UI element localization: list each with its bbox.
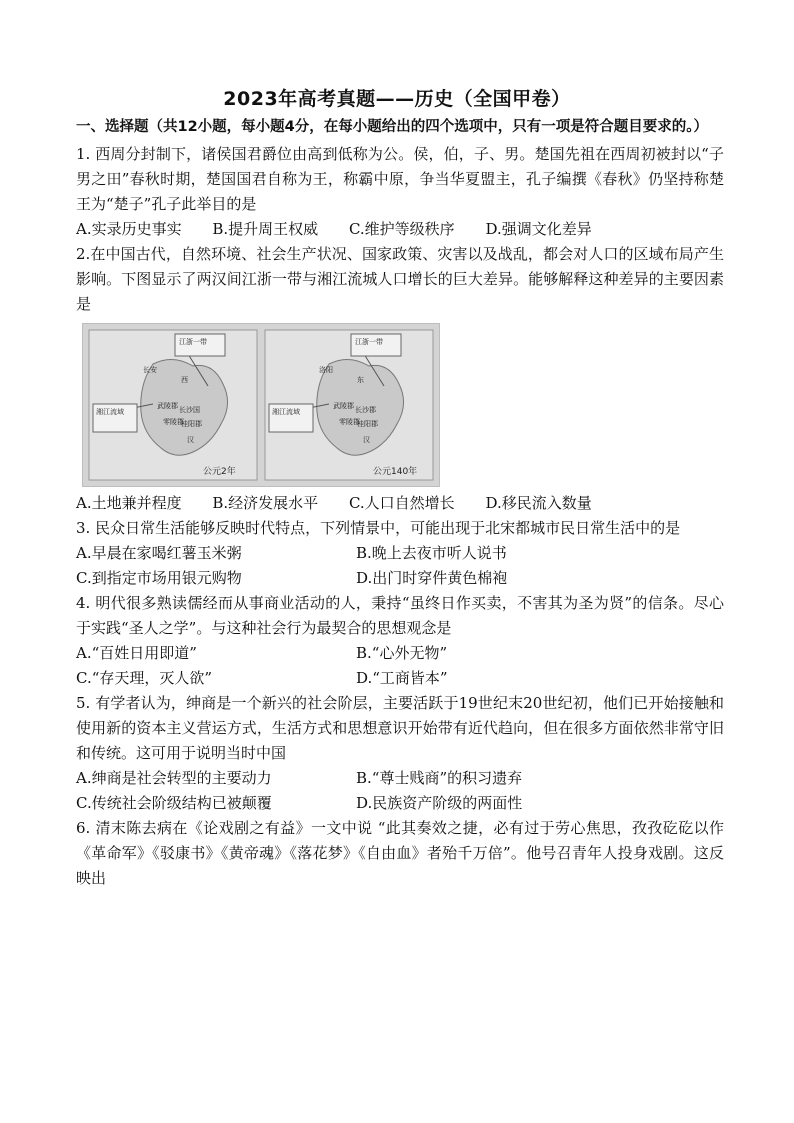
map-caption: 公元140年 [373, 467, 418, 477]
map-label: 武陵郡 [333, 402, 354, 410]
map-label: 零陵郡 [339, 418, 360, 426]
map-label: 长沙郡 [355, 406, 376, 414]
map-label: 江浙一带 [179, 338, 207, 346]
option-a: A.绅商是社会转型的主要动力 [76, 769, 272, 787]
option-b: B.“尊士贱商”的积习遗弃 [356, 769, 523, 787]
page-title: 2023年高考真题——历史（全国甲卷） [223, 88, 571, 110]
exam-content [76, 116, 724, 891]
map-label: 洛阳 [319, 366, 333, 374]
option-d: D.民族资产阶级的两面性 [356, 794, 523, 812]
question-stem: 1. 西周分封制下，诸侯国君爵位由高到低称为公。侯，伯，子、男。楚国先祖在西周初被封以“子男之田”春秋时期，楚国国君自称为王，称霸中原，争当华夏盟主，孔子编撰《春秋》仍坚持称楚王为“楚子”孔子此举目的是 [76, 145, 724, 213]
map-label: 汉 [187, 436, 194, 444]
map-label: 东 [357, 376, 364, 384]
question-2 [76, 242, 724, 516]
option-b: B.经济发展水平 [212, 494, 319, 512]
map-label: 湘江流域 [96, 408, 124, 416]
map-image [83, 324, 439, 486]
option-d: D.出门时穿件黄色棉袍 [356, 569, 508, 587]
option-b: B.提升周王权威 [212, 220, 319, 238]
question-1 [76, 142, 724, 242]
section-heading: 一、选择题（共12小题，每小题4分，在每小题给出的四个选项中，只有一项是符合题目要求的。） [76, 119, 709, 135]
map-label: 武陵郡 [157, 402, 178, 410]
option-c: C.人口自然增长 [348, 494, 455, 512]
question-stem: 2.在中国古代，自然环境、社会生产状况、国家政策、灾害以及战乱，都会对人口的区域布局产生影响。下图显示了两汉间江浙一带与湘江流城人口增长的巨大差异。能够解释这种差异的主要因素是 [76, 245, 724, 313]
map-label: 桂阳郡 [357, 420, 378, 428]
option-a: A.早晨在家喝红薯玉米粥 [76, 544, 242, 562]
question-4 [76, 591, 724, 691]
map-label: 长沙国 [179, 406, 200, 414]
option-d: D.强调文化差异 [485, 220, 592, 238]
options-grid [76, 641, 724, 691]
question-6 [76, 816, 724, 891]
options-grid [76, 541, 724, 591]
question-5 [76, 691, 724, 816]
option-b: B.晚上去夜市听人说书 [356, 544, 507, 562]
options-grid [76, 766, 724, 816]
map-label: 江浙一带 [355, 338, 383, 346]
option-a: A.“百姓日用即道” [76, 644, 197, 662]
map-label: 汉 [363, 436, 370, 444]
question-stem: 5. 有学者认为，绅商是一个新兴的社会阶层，主要活跃于19世纪末20世纪初，他们已开始接触和使用新的资本主义营运方式，生活方式和思想意识开始带有近代趋向，但在很多方面依然非常守旧和传统。这可用于说明当时中国 [76, 694, 724, 762]
option-b: B.“心外无物” [356, 644, 448, 662]
option-a: A.土地兼并程度 [76, 494, 182, 512]
options-row [76, 217, 724, 242]
map-label: 西 [181, 376, 188, 384]
option-d: D.移民流入数量 [485, 494, 592, 512]
map-caption: 公元2年 [203, 467, 236, 477]
map-label: 湘江流域 [272, 408, 300, 416]
question-3 [76, 516, 724, 591]
question-stem: 3. 民众日常生活能够反映时代特点，下列情景中，可能出现于北宋都城市民日常生活中的是 [76, 519, 681, 537]
options-row [76, 491, 724, 516]
option-a: A.实录历史事实 [76, 220, 182, 238]
question-stem: 4. 明代很多熟读儒经而从事商业活动的人，秉持“虽终日作买卖，不害其为圣为贤”的信条。尽心于实践“圣人之学”。与这种社会行为最契合的思想观念是 [76, 594, 724, 637]
population-map-figure [82, 323, 440, 487]
option-c: C.“存天理，灭人欲” [76, 669, 213, 687]
map-label: 桂阳郡 [181, 420, 202, 428]
option-c: C.维护等级秩序 [348, 220, 455, 238]
option-c: C.到指定市场用银元购物 [76, 569, 242, 587]
option-d: D.“工商皆本” [356, 669, 448, 687]
map-label: 长安 [143, 366, 157, 374]
option-c: C.传统社会阶级结构已被颠覆 [76, 794, 272, 812]
question-stem: 6. 清末陈去病在《论戏剧之有益》一文中说 “此其奏效之捷，必有过于劳心焦思，孜孜矻矻以作《革命军》《驳康书》《黄帝魂》《落花梦》《自由血》者殆千万倍”。他号召青年人投身戏剧。这反映出 [76, 819, 724, 887]
map-label: 零陵郡 [163, 418, 184, 426]
